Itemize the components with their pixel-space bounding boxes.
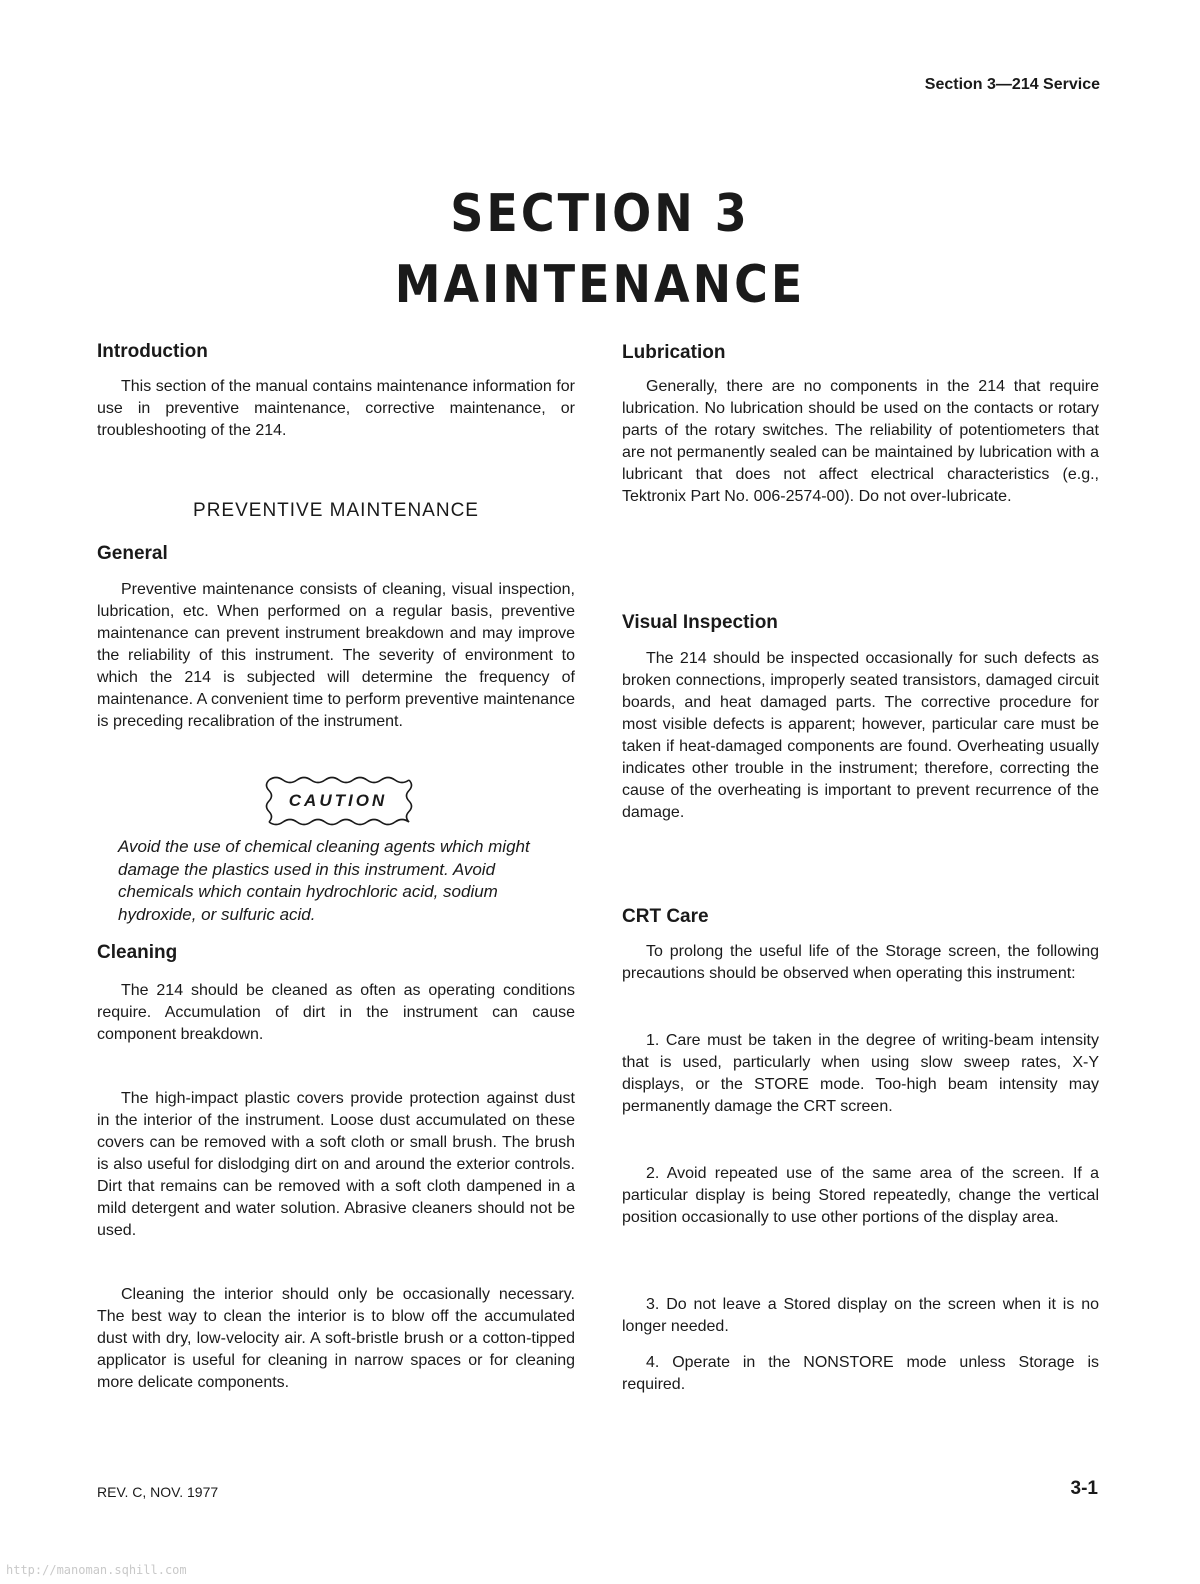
- page-number: 3-1: [1070, 1478, 1098, 1499]
- section-name-title: MAINTENANCE: [394, 253, 806, 315]
- section-number-title: SECTION 3: [450, 182, 750, 244]
- crt-care-heading: CRT Care: [622, 906, 709, 927]
- cleaning-paragraph-3: Cleaning the interior should only be occasionally necessary. The best way to clean the interior is to blow off the accumulated dust with dry, low-velocity air. A soft-bristle brush or a cotton-tipped applicator is useful for cleaning in narrow spaces or for cleaning more delicate components.: [97, 1286, 575, 1391]
- preventive-maintenance-heading: PREVENTIVE MAINTENANCE: [193, 500, 479, 521]
- introduction-paragraph: This section of the manual contains maintenance information for use in preventive maintenance, corrective maintenance, or troubleshooting of the 214.: [97, 378, 575, 439]
- caution-box: [263, 775, 413, 827]
- introduction-heading: Introduction: [97, 341, 208, 362]
- caution-label: CAUTION: [288, 791, 388, 810]
- cleaning-paragraph-1: The 214 should be cleaned as often as operating conditions require. Accumulation of dirt in the instrument can cause component breakdown.: [97, 982, 575, 1043]
- cleaning-heading: Cleaning: [97, 942, 178, 963]
- lubrication-heading: Lubrication: [622, 342, 726, 363]
- watermark-url: http://manoman.sqhill.com: [6, 1563, 187, 1577]
- crt-care-intro: To prolong the useful life of the Storage screen, the following precautions should be observed when operating this instrument:: [622, 943, 1099, 982]
- crt-care-item-4: 4. Operate in the NONSTORE mode unless Storage is required.: [622, 1354, 1099, 1393]
- lubrication-paragraph: Generally, there are no components in the 214 that require lubrication. No lubrication should be used on the contacts or rotary parts of the rotary switches. The reliability of potentiometers that are not permanently sealed can be maintained by lubrication with a lubricant that does not affect electrical characteristics (e.g., Tektronix Part No. 006-2574-00). Do not over-lubricate.: [622, 378, 1099, 505]
- running-head: Section 3—214 Service: [924, 76, 1100, 93]
- visual-inspection-heading: Visual Inspection: [622, 612, 778, 633]
- general-heading: General: [97, 543, 168, 564]
- cleaning-paragraph-2: The high-impact plastic covers provide protection against dust in the interior of the instrument. Loose dust accumulated on these covers can be removed with a soft cloth or small brush. The brush is also useful for dislodging dirt on and around the exterior controls. Dirt that remains can be removed with a soft cloth dampened in a mild detergent and water solution. Abrasive cleaners should not be used.: [97, 1090, 575, 1239]
- general-paragraph: Preventive maintenance consists of cleaning, visual inspection, lubrication, etc. When performed on a regular basis, preventive maintenance can prevent instrument breakdown and may improve the reliability of this instrument. The severity of environment to which the 214 is subjected will determine the frequency of maintenance. A convenient time to perform preventive maintenance is preceding recalibration of the instrument.: [97, 581, 575, 730]
- caution-text: Avoid the use of chemical cleaning agents which might damage the plastics used in this instrument. Avoid chemicals which contain hydrochloric acid, sodium hydroxide, or sulfuric acid.: [118, 837, 530, 924]
- crt-care-item-2: 2. Avoid repeated use of the same area of the screen. If a particular display is being Stored repeatedly, change the vertical position occasionally to use other portions of the display area.: [622, 1165, 1099, 1226]
- revision-footer: REV. C, NOV. 1977: [97, 1484, 219, 1500]
- visual-inspection-paragraph: The 214 should be inspected occasionally for such defects as broken connections, improperly seated transistors, damaged circuit boards, and heat damaged parts. The corrective procedure for most visible defects is apparent; however, particular care must be taken if heat-damaged components are found. Overheating usually indicates other trouble in the instrument; therefore, correcting the cause of the overheating is important to prevent recurrence of the damage.: [622, 650, 1099, 821]
- crt-care-item-3: 3. Do not leave a Stored display on the screen when it is no longer needed.: [622, 1296, 1099, 1335]
- crt-care-item-1: 1. Care must be taken in the degree of writing-beam intensity that is used, particularly when using slow sweep rates, X-Y displays, or the STORE mode. Too-high beam intensity may permanently damage the CRT screen.: [622, 1032, 1099, 1115]
